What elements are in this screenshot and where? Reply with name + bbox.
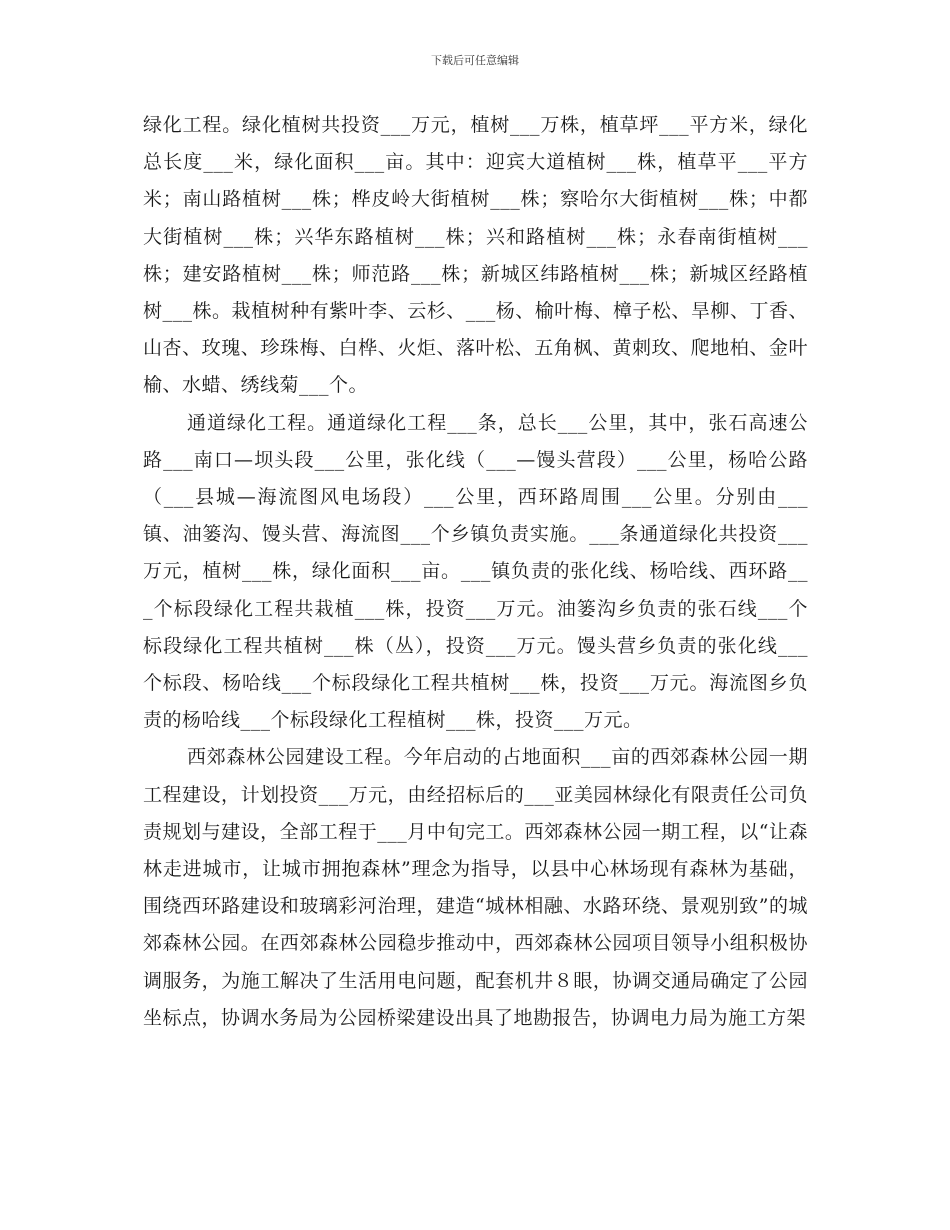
document-body [143,107,808,1037]
paragraph-greening-project: 绿化工程。绿化植树共投资___万元，植树___万株，植草坪___平方米，绿化总长度___米，绿化面积___亩。其中：迎宾大道植树___株，植草平___平方米；南山路植树___株；桦皮岭大街植树___株；察哈尔大街植树___株；中都大街植树___株；兴华东路植树___株；兴和路植树___株；永春南街植树___株；建安路植树___株；师范路___株；新城区纬路植树___株；新城区经路植树___株。栽植树种有紫叶李、云杉、___杨、榆叶梅、樟子松、旱柳、丁香、山杏、玫瑰、珍珠梅、白桦、火炬、落叶松、五角枫、黄刺玫、爬地柏、金叶榆、水蜡、绣线菊___个。 [143,114,808,397]
paragraph-corridor-greening: 通道绿化工程。通道绿化工程___条，总长___公里，其中，张石高速公路___南口—坝头段___公里，张化线（___—馒头营段）___公里，杨哈公路（___县城—海流图风电场段）___公里，西环路周围___公里。分别由___镇、油篓沟、馒头营、海流图___个乡镇负责实施。___条通道绿化共投资___万元，植树___株，绿化面积___亩。___镇负责的张化线、杨哈线、西环路___个标段绿化工程共栽植___株，投资___万元。油篓沟乡负责的张石线___个标段绿化工程共植树___株（丛），投资___万元。馒头营乡负责的张化线___个标段、杨哈线___个标段绿化工程共植树___株，投资___万元。海流图乡负责的杨哈线___个标段绿化工程植树___株，投资___万元。 [143,411,808,732]
paragraph-forest-park: 西郊森林公园建设工程。今年启动的占地面积___亩的西郊森林公园一期工程建设，计划投资___万元，由经招标后的___亚美园林绿化有限责任公司负责规划与建设，全部工程于___月中旬完工。西郊森林公园一期工程，以“让森林走进城市，让城市拥抱森林”理念为指导，以县中心林场现有森林为基础，围绕西环路建设和玻璃彩河治理，建造“城林相融、水路环绕、景观别致”的城郊森林公园。在西郊森林公园稳步推动中，西郊森林公园项目领导小组积极协调服务，为施工解决了生活用电问题，配套机井８眼，协调交通局确定了公园坐标点，协调水务局为公园桥梁建设出具了地勘报告，协调电力局为施工方架 [143,746,808,1029]
page-header: 下载后可任意编辑 [431,54,519,67]
